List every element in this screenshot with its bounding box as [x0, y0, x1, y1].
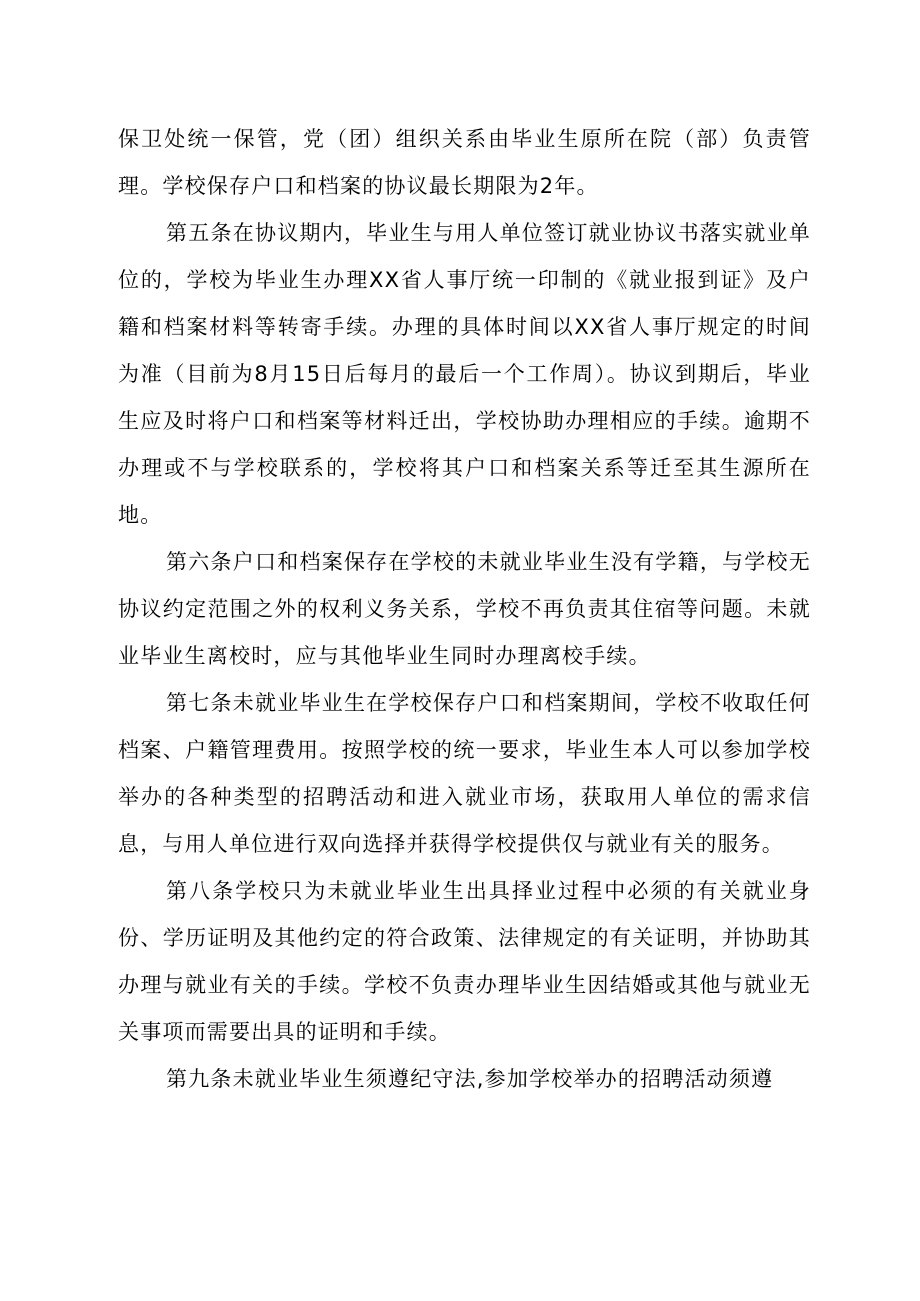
- paragraph-article-6: 第六条户口和档案保存在学校的未就业毕业生没有学籍，与学校无协议约定范围之外的权利义务关系，学校不再负责其住宿等问题。未就业毕业生离校时，应与其他毕业生同时办理离校手续。: [118, 550, 811, 668]
- paragraph-continuation: 保卫处统一保管，党（团）组织关系由毕业生原所在院（部）负责管理。学校保存户口和档案的协议最长期限为2年。: [118, 127, 811, 198]
- document-body: [118, 116, 811, 1103]
- paragraph-article-5: 第五条在协议期内，毕业生与用人单位签订就业协议书落实就业单位的，学校为毕业生办理XX省人事厅统一印制的《就业报到证》及户籍和档案材料等转寄手续。办理的具体时间以XX省人事厅规定的时间为准（目前为8月15日后每月的最后一个工作周）。协议到期后，毕业生应及时将户口和档案等材料迁出，学校协助办理相应的手续。逾期不办理或不与学校联系的，学校将其户口和档案关系等迁至其生源所在地。: [118, 221, 811, 527]
- paragraph-article-7: 第七条未就业毕业生在学校保存户口和档案期间，学校不收取任何档案、户籍管理费用。按照学校的统一要求，毕业生本人可以参加学校举办的各种类型的招聘活动和进入就业市场，获取用人单位的需求信息，与用人单位进行双向选择并获得学校提供仅与就业有关的服务。: [118, 691, 811, 856]
- paragraph-article-8: 第八条学校只为未就业毕业生出具择业过程中必须的有关就业身份、学历证明及其他约定的符合政策、法律规定的有关证明，并协助其办理与就业有关的手续。学校不负责办理毕业生因结婚或其他与就业无关事项而需要出具的证明和手续。: [118, 879, 811, 1044]
- paragraph-article-9: 第九条未就业毕业生须遵纪守法,参加学校举办的招聘活动须遵: [166, 1067, 774, 1091]
